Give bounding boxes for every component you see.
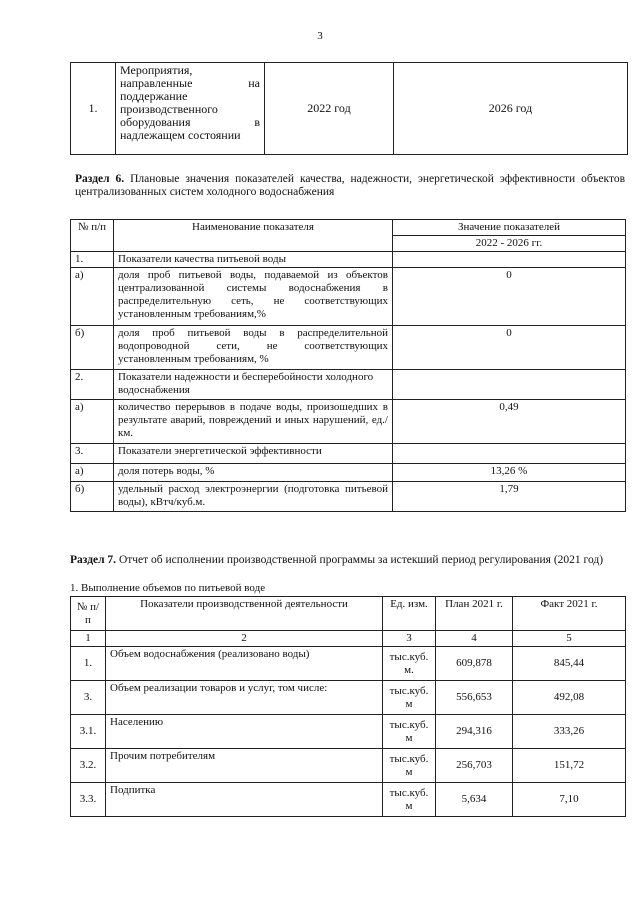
section7-subtitle: 1. Выполнение объемов по питьевой воде [70,582,266,594]
row-name: доля проб питьевой воды в распределительной водопроводной сети, не соответствующих установленным требованиям, % [114,326,393,370]
page-number: 3 [317,30,323,42]
row-num: а) [71,464,114,482]
indicators-header-period: 2022 - 2026 гг. [393,236,626,252]
row-name: доля проб питьевой воды, подаваемой из объектов централизованной системы водоснабжения в распределительную сеть, не соответствующих установленным требованиям,% [114,268,393,326]
section7-label: Раздел 7. [70,554,117,566]
row-num: б) [71,326,114,370]
row-num: 1. [71,647,106,681]
row-unit: тыс.куб. м [383,783,436,817]
row-name: Населению [106,715,383,749]
row-fact: 7,10 [513,783,626,817]
col-number: 5 [513,631,626,647]
section6-heading [75,173,625,199]
row-value: 0,49 [393,400,626,444]
row-fact: 151,72 [513,749,626,783]
row-num: 3.1. [71,715,106,749]
row-name: Показатели надежности и бесперебойности холодного водоснабжения [114,370,393,400]
row-name: Показатели энергетической эффективности [114,444,393,464]
table-row [71,749,626,783]
row-num: 3.3. [71,783,106,817]
activity-num: 1. [71,63,116,155]
row-value: 1,79 [393,482,626,512]
row-unit: тыс.куб. м [383,715,436,749]
row-unit: тыс.куб. м. [383,647,436,681]
table-row [71,464,626,482]
report-table [70,596,626,817]
col-number: 3 [383,631,436,647]
row-num: 3. [71,444,114,464]
row-name: количество перерывов в подаче воды, произошедших в результате аварий, повреждений и иных нарушений, ед./км. [114,400,393,444]
activity-year-from: 2022 год [265,63,394,155]
activity-year-to: 2026 год [394,63,628,155]
table-row [71,482,626,512]
row-name: Подпитка [106,783,383,817]
row-fact: 845,44 [513,647,626,681]
report-header-name: Показатели производственной деятельности [106,597,383,631]
report-header-unit: Ед. изм. [383,597,436,631]
table-row [71,681,626,715]
row-unit: тыс.куб. м [383,681,436,715]
table-row [71,370,626,400]
row-name: Объем реализации товаров и услуг, том числе: [106,681,383,715]
row-name: доля потерь воды, % [114,464,393,482]
section6-label: Раздел 6. [75,173,125,185]
report-header-num: № п/п [71,597,106,631]
row-plan: 256,703 [436,749,513,783]
row-fact: 333,26 [513,715,626,749]
row-name: Показатели качества питьевой воды [114,252,393,268]
table-row [71,444,626,464]
row-unit: тыс.куб. м [383,749,436,783]
row-value [393,252,626,268]
row-plan: 609,878 [436,647,513,681]
section6-title: Плановые значения показателей качества, надежности, энергетической эффективности объектов централизованных систем холодного водоснабжения [75,173,626,198]
row-num: 1. [71,252,114,268]
table-row [71,400,626,444]
indicators-header-value: Значение показателей [393,220,626,236]
row-value [393,444,626,464]
row-name: Объем водоснабжения (реализовано воды) [106,647,383,681]
activity-table [70,62,628,155]
row-plan: 5,634 [436,783,513,817]
table-row [71,647,626,681]
report-header-plan: План 2021 г. [436,597,513,631]
activity-name: Мероприятия, направленные на поддержание производственного оборудования в надлежащем состоянии [116,63,265,155]
row-num: а) [71,268,114,326]
row-value: 0 [393,268,626,326]
col-number: 2 [106,631,383,647]
report-header-fact: Факт 2021 г. [513,597,626,631]
indicators-header-name: Наименование показателя [114,220,393,252]
table-row [71,715,626,749]
row-plan: 294,316 [436,715,513,749]
row-value: 13,26 % [393,464,626,482]
row-num: б) [71,482,114,512]
table-row [71,268,626,326]
row-num: а) [71,400,114,444]
row-num: 2. [71,370,114,400]
table-row [71,252,626,268]
row-num: 3.2. [71,749,106,783]
indicators-table [70,219,626,512]
row-fact: 492,08 [513,681,626,715]
row-name: удельный расход электроэнергии (подготовка питьевой воды), кВтч/куб.м. [114,482,393,512]
row-name: Прочим потребителям [106,749,383,783]
section7-title: Отчет об исполнении производственной программы за истекший период регулирования (2021 год) [118,554,604,566]
table-row [71,783,626,817]
row-plan: 556,653 [436,681,513,715]
indicators-header-num: № п/п [71,220,114,252]
row-num: 3. [71,681,106,715]
col-number: 1 [71,631,106,647]
col-number: 4 [436,631,513,647]
row-value [393,370,626,400]
section7-heading [70,554,626,567]
row-value: 0 [393,326,626,370]
table-row [71,326,626,370]
